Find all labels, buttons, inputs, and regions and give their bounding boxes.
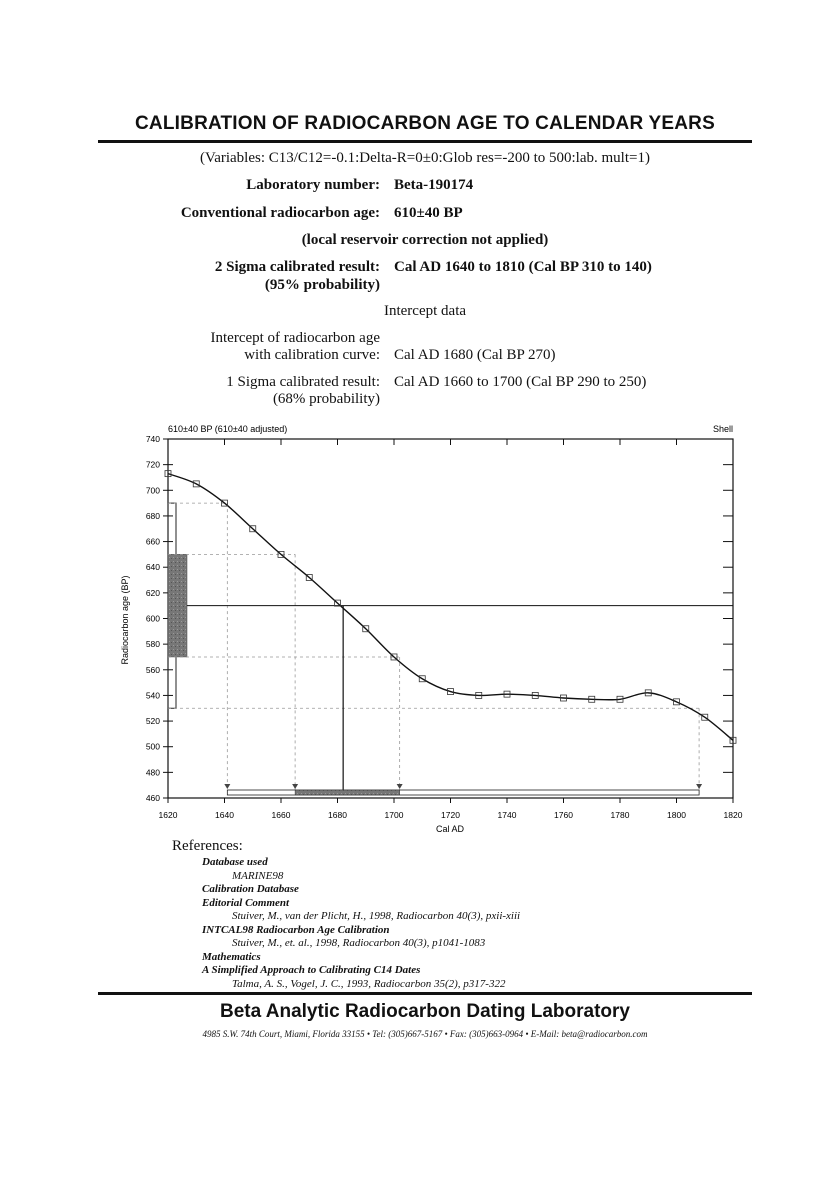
x-tick-label: 1800: [667, 810, 686, 820]
reference-heading: Calibration Database: [202, 883, 299, 895]
range-marker: [696, 784, 702, 789]
y-axis-label: Radiocarbon age (BP): [120, 575, 130, 665]
one-sigma-probability: (68% probability): [272, 391, 380, 407]
reference-heading: Editorial Comment: [202, 896, 290, 909]
y-tick-label: 560: [145, 664, 160, 675]
x-tick-label: 1620: [158, 810, 178, 820]
lab-number-label: Laboratory number:: [246, 177, 380, 193]
x-tick-label: 1820: [723, 810, 743, 820]
reference-heading: Database used: [202, 856, 268, 868]
calibration-curve: [168, 474, 733, 741]
range-marker: [224, 784, 230, 789]
y-tick-label: 480: [145, 767, 160, 778]
variables-line: (Variables: C13/C12=-0.1:Delta-R=0±0:Glob res=-200 to 500:lab. mult=1): [200, 150, 650, 166]
intercept-heading: Intercept data: [383, 303, 467, 319]
lab-number-value: Beta-190174: [394, 177, 474, 193]
x-tick-label: 1640: [215, 810, 234, 820]
y-tick-label: 720: [145, 459, 160, 470]
x-tick-label: 1780: [610, 810, 630, 820]
x-tick-label: 1760: [554, 810, 573, 820]
chart-title: 610±40 BP (610±40 adjusted): [168, 424, 288, 434]
references-heading: References:: [172, 838, 243, 854]
y-tick-label: 640: [145, 562, 160, 573]
one-sigma-cal-bar: [295, 790, 400, 795]
page-title: CALIBRATION OF RADIOCARBON AGE TO CALENDAR YEARS: [135, 113, 715, 134]
x-axis-label: Cal AD: [435, 824, 465, 834]
two-sigma-probability: (95% probability): [264, 277, 380, 293]
y-tick-label: 600: [145, 613, 160, 624]
lab-address: 4985 S.W. 74th Court, Miami, Florida 33155 • Tel: (305)667-5167 • Fax: (305)663-0964 • E-Mail: beta@radiocarbon.com: [202, 1029, 648, 1039]
one-sigma-value: Cal AD 1660 to 1700 (Cal BP 290 to 250): [394, 374, 647, 390]
y-tick-label: 660: [145, 536, 160, 547]
two-sigma-value: Cal AD 1640 to 1810 (Cal BP 310 to 140): [394, 259, 652, 275]
intercept-label-1: Intercept of radiocarbon age: [210, 330, 380, 346]
chart-corner-label: Shell: [712, 424, 733, 434]
x-tick-label: 1700: [384, 810, 404, 820]
intercept-value: Cal AD 1680 (Cal BP 270): [394, 347, 556, 363]
x-tick-label: 1720: [441, 810, 460, 820]
y-tick-label: 620: [145, 587, 160, 598]
reference-heading: A Simplified Approach to Calibrating C14 Dates: [202, 964, 421, 976]
conv-age-label: Conventional radiocarbon age:: [180, 205, 380, 221]
plot-frame: [168, 439, 733, 798]
x-tick-label: 1740: [497, 810, 517, 820]
reference-text: Stuiver, M., van der Plicht, H., 1998, Radiocarbon 40(3), pxii-xiii: [232, 910, 521, 922]
conv-age-value: 610±40 BP: [394, 205, 463, 221]
y-tick-label: 740: [145, 434, 160, 444]
range-marker: [292, 784, 298, 789]
y-tick-label: 540: [145, 690, 160, 701]
y-tick-label: 700: [145, 485, 160, 496]
intercept-label-2: with calibration curve:: [244, 347, 380, 363]
lab-name: Beta Analytic Radiocarbon Dating Laboratory: [220, 1001, 630, 1022]
reservoir-note: (local reservoir correction not applied): [301, 232, 549, 248]
reference-heading: INTCAL98 Radiocarbon Age Calibration: [202, 923, 390, 936]
reference-text: Stuiver, M., et. al., 1998, Radiocarbon 40(3), p1041-1083: [232, 937, 486, 949]
y-tick-label: 680: [145, 510, 160, 521]
reference-text: MARINE98: [232, 869, 284, 882]
y-tick-label: 500: [145, 741, 160, 752]
range-marker: [397, 784, 403, 789]
y-tick-label: 460: [145, 793, 160, 803]
two-sigma-label: 2 Sigma calibrated result:: [214, 259, 380, 275]
y-tick-label: 520: [145, 716, 160, 727]
footer-rule: [98, 992, 752, 995]
one-sigma-label: 1 Sigma calibrated result:: [226, 374, 380, 390]
reference-text: Talma, A. S., Vogel, J. C., 1993, Radiocarbon 35(2), p317-322: [232, 977, 506, 990]
one-sigma-age-bar: [168, 554, 187, 657]
reference-heading: Mathematics: [202, 950, 261, 963]
x-tick-label: 1660: [271, 810, 291, 820]
x-tick-label: 1680: [328, 810, 347, 820]
y-tick-label: 580: [145, 639, 160, 650]
